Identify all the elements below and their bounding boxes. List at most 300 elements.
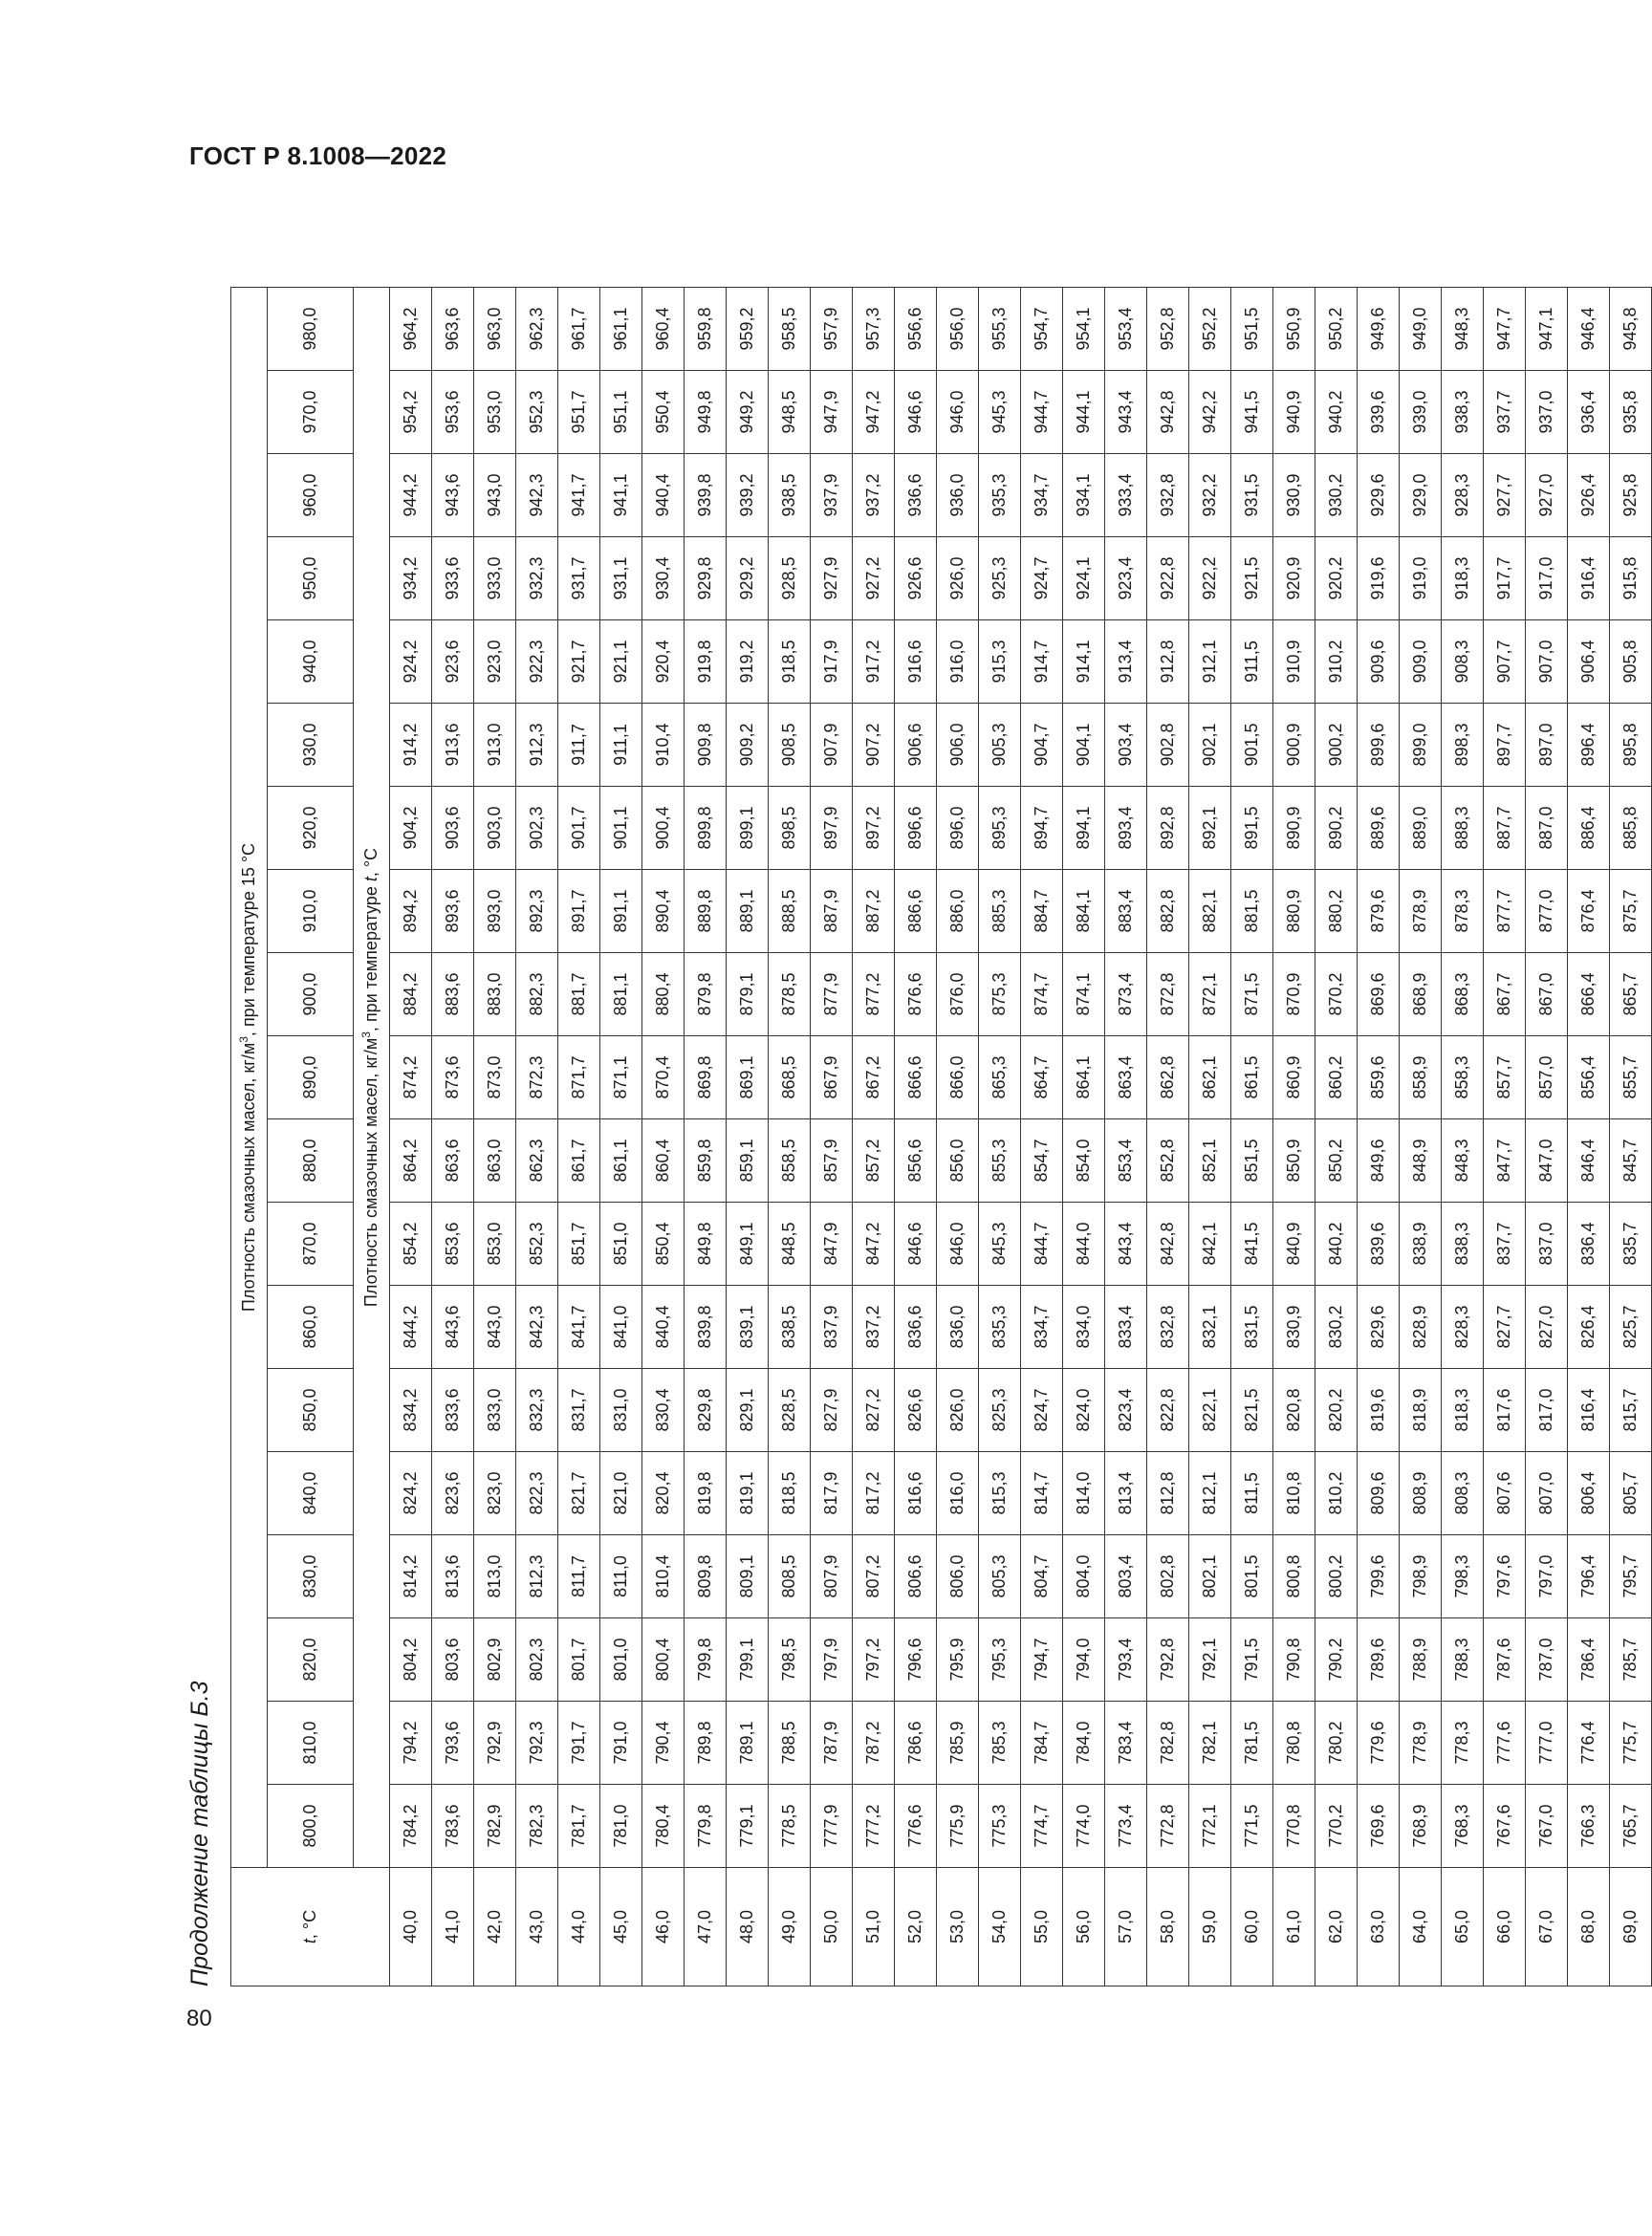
t-cell: 52,0 [895,1868,937,1986]
table-cell: 807,6 [1484,1452,1526,1535]
table-cell: 804,2 [390,1618,432,1702]
table-cell: 952,2 [1189,288,1231,371]
table-cell: 957,9 [811,288,853,371]
column-header: 860,0 [268,1286,354,1369]
table-cell: 897,9 [811,787,853,870]
table-cell: 923,4 [1105,537,1147,620]
table-cell: 770,2 [1315,1785,1358,1868]
table-cell: 826,6 [895,1369,937,1452]
table-cell: 910,4 [642,704,685,787]
table-row [516,288,558,1986]
table-cell: 947,9 [811,371,853,454]
table-cell: 785,3 [979,1702,1021,1785]
table-cell: 899,8 [685,787,727,870]
table-cell: 927,0 [1526,454,1568,537]
table-cell: 804,0 [1063,1535,1105,1618]
t-cell: 58,0 [1147,1868,1189,1986]
t-cell: 45,0 [600,1868,642,1986]
table-cell: 947,2 [853,371,895,454]
table-cell: 937,2 [853,454,895,537]
table-cell: 887,0 [1526,787,1568,870]
table-cell: 889,6 [1358,787,1400,870]
table-row [1231,288,1273,1986]
table-cell: 779,8 [685,1785,727,1868]
table-cell: 785,9 [937,1702,979,1785]
table-cell: 814,0 [1063,1452,1105,1535]
table-cell: 923,0 [474,620,516,704]
table-cell: 897,7 [1484,704,1526,787]
table-cell: 867,0 [1526,953,1568,1036]
t-column-header: t, °С [231,1868,390,1986]
table-cell: 925,8 [1610,454,1652,537]
table-cell: 900,2 [1315,704,1358,787]
table-row [979,288,1021,1986]
table-cell: 773,4 [1105,1785,1147,1868]
table-cell: 873,0 [474,1036,516,1119]
table-cell: 940,9 [1273,371,1315,454]
table-cell: 878,5 [769,953,811,1036]
t-cell: 40,0 [390,1868,432,1986]
table-cell: 839,1 [727,1286,769,1369]
table-cell: 838,9 [1400,1203,1442,1286]
table-cell: 831,7 [558,1369,600,1452]
table-cell: 827,9 [811,1369,853,1452]
table-cell: 861,1 [600,1119,642,1203]
table-cell: 916,4 [1568,537,1610,620]
table-cell: 853,6 [432,1203,474,1286]
table-cell: 800,4 [642,1618,685,1702]
table-cell: 822,8 [1147,1369,1189,1452]
table-cell: 809,8 [685,1535,727,1618]
table-cell: 931,5 [1231,454,1273,537]
table-cell: 929,6 [1358,454,1400,537]
table-cell: 839,8 [685,1286,727,1369]
table-cell: 851,5 [1231,1119,1273,1203]
table-cell: 807,9 [811,1535,853,1618]
table-cell: 855,7 [1610,1036,1652,1119]
table-cell: 791,0 [600,1702,642,1785]
table-cell: 903,4 [1105,704,1147,787]
table-cell: 787,2 [853,1702,895,1785]
table-cell: 912,3 [516,704,558,787]
table-cell: 812,3 [516,1535,558,1618]
table-cell: 956,6 [895,288,937,371]
table-cell: 893,0 [474,870,516,953]
table-cell: 907,2 [853,704,895,787]
table-caption: Продолжение таблицы Б.3 [186,1681,213,1986]
column-header: 930,0 [268,704,354,787]
table-cell: 816,6 [895,1452,937,1535]
table-cell: 902,3 [516,787,558,870]
table-cell: 840,2 [1315,1203,1358,1286]
column-header: 900,0 [268,953,354,1036]
table-cell: 776,6 [895,1785,937,1868]
t-cell: 50,0 [811,1868,853,1986]
table-cell: 879,8 [685,953,727,1036]
table-cell: 791,7 [558,1702,600,1785]
table-cell: 848,3 [1442,1119,1484,1203]
table-cell: 794,7 [1021,1618,1063,1702]
table-cell: 810,4 [642,1535,685,1618]
table-cell: 894,2 [390,870,432,953]
table-row [1442,288,1484,1986]
table-cell: 823,6 [432,1452,474,1535]
table-cell: 781,7 [558,1785,600,1868]
table-cell: 950,2 [1315,288,1358,371]
table-row [1610,288,1652,1986]
table-row [853,288,895,1986]
table-cell: 823,0 [474,1452,516,1535]
t-var: t [361,877,380,882]
table-cell: 889,1 [727,870,769,953]
table-cell: 880,9 [1273,870,1315,953]
table-cell: 811,7 [558,1535,600,1618]
table-cell: 863,6 [432,1119,474,1203]
table-cell: 946,0 [937,371,979,454]
table-cell: 877,7 [1484,870,1526,953]
column-header: 910,0 [268,870,354,953]
column-header: 920,0 [268,787,354,870]
table-cell: 930,9 [1273,454,1315,537]
table-cell: 953,0 [474,371,516,454]
table-cell: 784,7 [1021,1702,1063,1785]
table-cell: 854,2 [390,1203,432,1286]
density-at-t-header: Плотность смазочных масел, $кг/м^3$, при температуре t, °С [354,288,390,1868]
table-cell: 844,7 [1021,1203,1063,1286]
table-cell: 820,2 [1315,1369,1358,1452]
table-cell: 845,3 [979,1203,1021,1286]
t-cell: 49,0 [769,1868,811,1986]
table-cell: 818,5 [769,1452,811,1535]
table-cell: 838,3 [1442,1203,1484,1286]
table-cell: 872,8 [1147,953,1189,1036]
table-row [1315,288,1358,1986]
table-cell: 887,2 [853,870,895,953]
table-cell: 846,6 [895,1203,937,1286]
table-cell: 834,7 [1021,1286,1063,1369]
table-cell: 945,8 [1610,288,1652,371]
table-cell: 888,3 [1442,787,1484,870]
table-cell: 790,8 [1273,1618,1315,1702]
table-cell: 840,9 [1273,1203,1315,1286]
table-cell: 858,3 [1442,1036,1484,1119]
table-cell: 769,6 [1358,1785,1400,1868]
column-header: 950,0 [268,537,354,620]
table-cell: 877,0 [1526,870,1568,953]
table-cell: 876,0 [937,953,979,1036]
table-cell: 951,1 [600,371,642,454]
table-cell: 911,5 [1231,620,1273,704]
table-cell: 778,9 [1400,1702,1442,1785]
table-cell: 910,2 [1315,620,1358,704]
table-cell: 780,8 [1273,1702,1315,1785]
table-cell: 896,0 [937,787,979,870]
table-cell: 868,5 [769,1036,811,1119]
table-cell: 937,7 [1484,371,1526,454]
table-cell: 824,2 [390,1452,432,1535]
table-cell: 956,0 [937,288,979,371]
table-cell: 901,1 [600,787,642,870]
table-cell: 803,4 [1105,1535,1147,1618]
table-cell: 909,2 [727,704,769,787]
table-cell: 944,7 [1021,371,1063,454]
table-cell: 900,4 [642,787,685,870]
table-cell: 963,0 [474,288,516,371]
table-cell: 798,5 [769,1618,811,1702]
table-cell: 866,4 [1568,953,1610,1036]
t-cell: 63,0 [1358,1868,1400,1986]
table-cell: 783,6 [432,1785,474,1868]
table-cell: 928,5 [769,537,811,620]
table-cell: 775,7 [1610,1702,1652,1785]
table-cell: 918,3 [1442,537,1484,620]
table-cell: 951,5 [1231,288,1273,371]
table-row [1189,288,1231,1986]
table-cell: 781,5 [1231,1702,1273,1785]
table-cell: 906,0 [937,704,979,787]
table-cell: 925,3 [979,537,1021,620]
table-cell: 947,1 [1526,288,1568,371]
table-cell: 807,0 [1526,1452,1568,1535]
table-cell: 859,8 [685,1119,727,1203]
table-cell: 871,5 [1231,953,1273,1036]
table-cell: 873,4 [1105,953,1147,1036]
document-header: ГОСТ Р 8.1008—2022 [189,141,447,170]
table-cell: 955,3 [979,288,1021,371]
table-cell: 913,4 [1105,620,1147,704]
table-cell: 801,0 [600,1618,642,1702]
table-cell: 911,1 [600,704,642,787]
table-cell: 922,2 [1189,537,1231,620]
table-cell: 904,2 [390,787,432,870]
table-cell: 835,3 [979,1286,1021,1369]
table-cell: 922,3 [516,620,558,704]
table-cell: 824,0 [1063,1369,1105,1452]
table-cell: 777,2 [853,1785,895,1868]
table-cell: 830,2 [1315,1286,1358,1369]
density-table [230,287,1652,1986]
table-cell: 936,6 [895,454,937,537]
table-cell: 810,2 [1315,1452,1358,1535]
table-cell: 819,6 [1358,1369,1400,1452]
table-cell: 855,3 [979,1119,1021,1203]
t-cell: 41,0 [432,1868,474,1986]
t-cell: 54,0 [979,1868,1021,1986]
reference-density-header: Плотность смазочных масел, $кг/м^3$, при температуре 15 °С [231,288,268,1868]
table-cell: 835,7 [1610,1203,1652,1286]
table-cell: 837,7 [1484,1203,1526,1286]
t-cell: 46,0 [642,1868,685,1986]
table-cell: 901,5 [1231,704,1273,787]
table-cell: 898,5 [769,787,811,870]
table-cell: 939,8 [685,454,727,537]
table-cell: 881,7 [558,953,600,1036]
table-cell: 772,8 [1147,1785,1189,1868]
table-row [895,288,937,1986]
t-cell: 55,0 [1021,1868,1063,1986]
table-cell: 858,5 [769,1119,811,1203]
unit-superscript: 3 [359,1031,373,1038]
column-header: 960,0 [268,454,354,537]
table-cell: 942,8 [1147,371,1189,454]
table-cell: 924,2 [390,620,432,704]
column-header: 970,0 [268,371,354,454]
table-cell: 870,4 [642,1036,685,1119]
table-cell: 850,4 [642,1203,685,1286]
table-cell: 960,4 [642,288,685,371]
table-cell: 852,1 [1189,1119,1231,1203]
table-cell: 881,1 [600,953,642,1036]
table-cell: 927,9 [811,537,853,620]
t-cell: 48,0 [727,1868,769,1986]
table-cell: 950,9 [1273,288,1315,371]
table-cell: 792,1 [1189,1618,1231,1702]
table-cell: 783,4 [1105,1702,1147,1785]
table-cell: 831,5 [1231,1286,1273,1369]
table-cell: 952,3 [516,371,558,454]
table-cell: 862,8 [1147,1036,1189,1119]
table-cell: 794,0 [1063,1618,1105,1702]
table-cell: 789,6 [1358,1618,1400,1702]
table-cell: 932,3 [516,537,558,620]
table-cell: 899,0 [1400,704,1442,787]
table-cell: 793,6 [432,1702,474,1785]
table-cell: 821,7 [558,1452,600,1535]
table-cell: 840,4 [642,1286,685,1369]
table-row [558,288,600,1986]
table-cell: 914,2 [390,704,432,787]
table-cell: 948,5 [769,371,811,454]
table-cell: 836,0 [937,1286,979,1369]
table-cell: 815,3 [979,1452,1021,1535]
table-cell: 926,0 [937,537,979,620]
table-cell: 929,8 [685,537,727,620]
table-cell: 879,6 [1358,870,1400,953]
table-cell: 927,7 [1484,454,1526,537]
table-cell: 829,1 [727,1369,769,1452]
table-cell: 782,1 [1189,1702,1231,1785]
table-cell: 844,0 [1063,1203,1105,1286]
table-cell: 961,1 [600,288,642,371]
table-cell: 942,2 [1189,371,1231,454]
table-row [1484,288,1526,1986]
table-cell: 844,2 [390,1286,432,1369]
table-cell: 782,3 [516,1785,558,1868]
table-cell: 841,7 [558,1286,600,1369]
table-cell: 798,3 [1442,1535,1484,1618]
table-cell: 931,1 [600,537,642,620]
table-row [474,288,516,1986]
table-cell: 832,3 [516,1369,558,1452]
table-cell: 797,9 [811,1618,853,1702]
table-cell: 831,0 [600,1369,642,1452]
table-cell: 893,6 [432,870,474,953]
table-cell: 775,3 [979,1785,1021,1868]
table-cell: 924,7 [1021,537,1063,620]
table-cell: 839,6 [1358,1203,1400,1286]
table-cell: 926,6 [895,537,937,620]
table-cell: 889,8 [685,870,727,953]
table-cell: 833,4 [1105,1286,1147,1369]
table-cell: 843,0 [474,1286,516,1369]
table-cell: 847,0 [1526,1119,1568,1203]
table-cell: 908,3 [1442,620,1484,704]
table-cell: 827,2 [853,1369,895,1452]
table-cell: 885,8 [1610,787,1652,870]
table-cell: 892,3 [516,870,558,953]
table-cell: 805,7 [1610,1452,1652,1535]
table-cell: 933,4 [1105,454,1147,537]
table-cell: 923,6 [432,620,474,704]
table-cell: 847,7 [1484,1119,1526,1203]
table-cell: 852,8 [1147,1119,1189,1203]
table-cell: 883,4 [1105,870,1147,953]
table-cell: 878,3 [1442,870,1484,953]
t-cell: 68,0 [1568,1868,1610,1986]
t-cell: 47,0 [685,1868,727,1986]
table-cell: 919,2 [727,620,769,704]
column-header: 820,0 [268,1618,354,1702]
table-cell: 865,7 [1610,953,1652,1036]
table-cell: 941,7 [558,454,600,537]
table-cell: 850,2 [1315,1119,1358,1203]
table-cell: 887,9 [811,870,853,953]
table-cell: 785,7 [1610,1618,1652,1702]
table-cell: 833,0 [474,1369,516,1452]
table-cell: 882,8 [1147,870,1189,953]
table-cell: 941,1 [600,454,642,537]
table-cell: 887,7 [1484,787,1526,870]
table-cell: 928,3 [1442,454,1484,537]
table-cell: 947,7 [1484,288,1526,371]
table-cell: 882,1 [1189,870,1231,953]
table-cell: 897,0 [1526,704,1568,787]
table-cell: 915,3 [979,620,1021,704]
table-cell: 940,2 [1315,371,1358,454]
table-cell: 843,6 [432,1286,474,1369]
table-cell: 786,4 [1568,1618,1610,1702]
table-cell: 932,2 [1189,454,1231,537]
table-cell: 836,4 [1568,1203,1610,1286]
table-cell: 913,0 [474,704,516,787]
table-cell: 884,1 [1063,870,1105,953]
table-cell: 890,2 [1315,787,1358,870]
table-cell: 834,2 [390,1369,432,1452]
table-cell: 883,6 [432,953,474,1036]
table-cell: 932,8 [1147,454,1189,537]
table-row [1063,288,1105,1986]
table-cell: 782,8 [1147,1702,1189,1785]
table-cell: 876,4 [1568,870,1610,953]
table-cell: 845,7 [1610,1119,1652,1203]
table-cell: 927,2 [853,537,895,620]
table-cell: 862,1 [1189,1036,1231,1119]
table-cell: 888,5 [769,870,811,953]
t-cell: 60,0 [1231,1868,1273,1986]
table-cell: 917,2 [853,620,895,704]
table-cell: 939,0 [1400,371,1442,454]
table-cell: 886,4 [1568,787,1610,870]
table-cell: 851,0 [600,1203,642,1286]
table-cell: 878,9 [1400,870,1442,953]
table-cell: 930,2 [1315,454,1358,537]
table-cell: 811,5 [1231,1452,1273,1535]
table-cell: 910,9 [1273,620,1315,704]
table-cell: 806,6 [895,1535,937,1618]
table-row [1400,288,1442,1986]
table-cell: 860,4 [642,1119,685,1203]
table-cell: 837,2 [853,1286,895,1369]
